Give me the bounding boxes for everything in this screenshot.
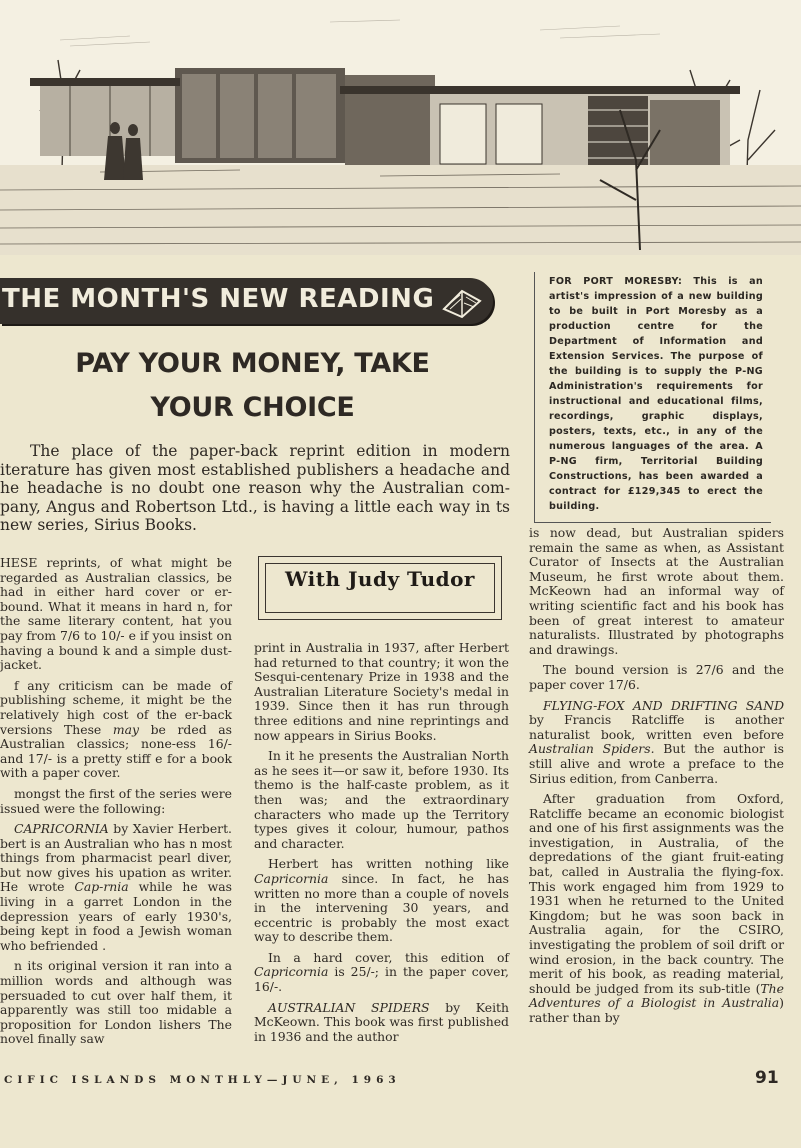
book-icon (440, 283, 484, 323)
text-run: In a hard cover, this edition of (268, 949, 509, 965)
col1-paragraph (0, 822, 232, 953)
col3-paragraph: The bound version is 27/6 and the paper cover 17/6. (529, 662, 784, 692)
headline-line-2: YOUR CHOICE (150, 392, 355, 423)
column-2 (254, 641, 509, 1050)
intro-paragraph: The place of the paper-back reprint edition in modern iterature has given most established publishers a headache and he headache is no doubt one reason why the Australian com-pany, Angus and Robertson Ltd., is having a little each way in ts new series, Sirius Books. (0, 442, 510, 534)
text-run: ) rather than by (529, 995, 784, 1025)
text-run: by Keith McKeown. This book was first published in 1936 and the author (254, 999, 509, 1044)
article-headline (60, 342, 445, 430)
col2-paragraph: print in Australia in 1937, after Herbert had returned to that country; it won the Sesqui-centenary Prize in 1938 and the Australian Literature Society's medal in 1939. Since then it has run through three editions and nine reprintings and now appears in Sirius Books. (254, 640, 509, 743)
italic-run: Australian Spiders. (529, 741, 655, 757)
col2-paragraph (254, 951, 509, 995)
building-illustration (0, 0, 801, 255)
italic-run: Capricornia (254, 870, 329, 886)
page-number: 91 (755, 1068, 779, 1088)
col1-paragraph: HESE reprints, of what might be regarded as Australian classics, be had in either hard cover or er-bound. What it means in hard n, for the same literary content, hat you pay from 7/6 to 10/- e if you insist on having a bound k and a simple dust-jacket. (0, 555, 232, 673)
column-1 (0, 556, 232, 1053)
col2-paragraph: In it he presents the Australian North as he sees it—or saw it, before 1930. Its themo is the half-caste problem, as it then was; and the extraordinary characters who made up the Territory types gives it colour, humour, pathos and character. (254, 748, 509, 851)
section-banner (0, 278, 493, 324)
col2-paragraph (254, 1001, 509, 1045)
text-run: by Francis Ratcliffe is another naturalist book, written even before (529, 712, 784, 742)
text-run: After graduation from Oxford, Ratcliffe became an economic biologist and one of his first assignments was the investigation, in Australia, of the depredations of the giant fruit-eating bat, called in Australia the flying-fox. This work engaged him from 1929 to 1931 when he returned to the United Kingdom; but he was soon back in Australia again, for the CSIRO, investigating the problem of soil drift or wind erosion, in the back country. The merit of his book, as reading material, should be judged from its sub-title ( (529, 791, 784, 996)
text-run: f any criticism can be made of publishing scheme, it might be the relatively high cost of the er-back versions These (0, 677, 232, 737)
book-title: CAPRICORNIA (14, 821, 109, 837)
italic-run: The Adventures of a Biologist in Australia (529, 980, 784, 1011)
italic-run: may (112, 721, 140, 737)
text-run: But the author is still alive and wrote a preface to the Sirius edition, from Canberra. (529, 741, 784, 786)
text-run: is 25/-; in the paper cover, 16/-. (254, 964, 509, 995)
text-run: by Xavier Herbert. bert is an Australian who has n most things from pharmacist pearl diver, but now gives his upation as writer. He wrote (0, 821, 232, 895)
col2-paragraph (254, 857, 509, 945)
col1-paragraph (0, 679, 232, 781)
byline: With Judy Tudor (285, 567, 475, 591)
banner-title: THE MONTH'S NEW READING (2, 284, 435, 314)
text-run: Herbert has written nothing like (268, 856, 509, 872)
book-title: AUSTRALIAN SPIDERS (268, 999, 430, 1015)
column-3 (529, 526, 784, 1032)
headline-line-1: PAY YOUR MONEY, TAKE (75, 348, 430, 379)
col1-paragraph: mongst the first of the series were issued were the following: (0, 785, 232, 816)
col3-paragraph (529, 699, 784, 787)
byline-box (258, 556, 502, 620)
col3-paragraph (529, 792, 784, 1026)
book-title: FLYING-FOX AND DRIFTING SAND (543, 697, 784, 713)
running-footer: CIFIC ISLANDS MONTHLY—JUNE, 1963 (4, 1074, 401, 1086)
italic-run: Capricornia (254, 964, 329, 980)
text-run: while he was living in a garret London in the depression years of early 1930's, being kept in food a Jewish woman who befriended . (0, 879, 232, 953)
photo-caption: FOR PORT MORESBY: This is an artist's impression of a new building to be built in Port Moresby as a production centre for the Department of Information and Extension Services. The purpose of the building is to supply the P-NG Administration's requirements for instructional and educational films, recordings, graphic displays, posters, texts, etc., in any of the numerous languages of the area. A P-NG firm, Territorial Building Constructions, has been awarded a contract for £129,345 to erect the building. (534, 272, 771, 523)
text-run: since. In fact, he has written no more than a couple of novels in the intervening 30 years, and eccentric is probably the most exact way to describe them. (254, 870, 509, 945)
col3-paragraph: is now dead, but Australian spiders remain the same as when, as Assistant Curator of Insects at the Australian Museum, he first wrote about them. McKeown had an informal way of writing scientific fact and his book has been of great interest to amateur naturalists. Illustrated by photographs and drawings. (529, 525, 784, 657)
text-run: be rded as Australian classics; none-ess 16/- and 17/- is a pretty stiff e for a book with a paper cover. (0, 721, 232, 781)
col1-paragraph: n its original version it ran into a million words and although was persuaded to cut over half them, it apparently was still too midable a proposition for London lishers The novel finally saw (0, 958, 232, 1047)
italic-run: Cap-rnia (74, 879, 129, 895)
